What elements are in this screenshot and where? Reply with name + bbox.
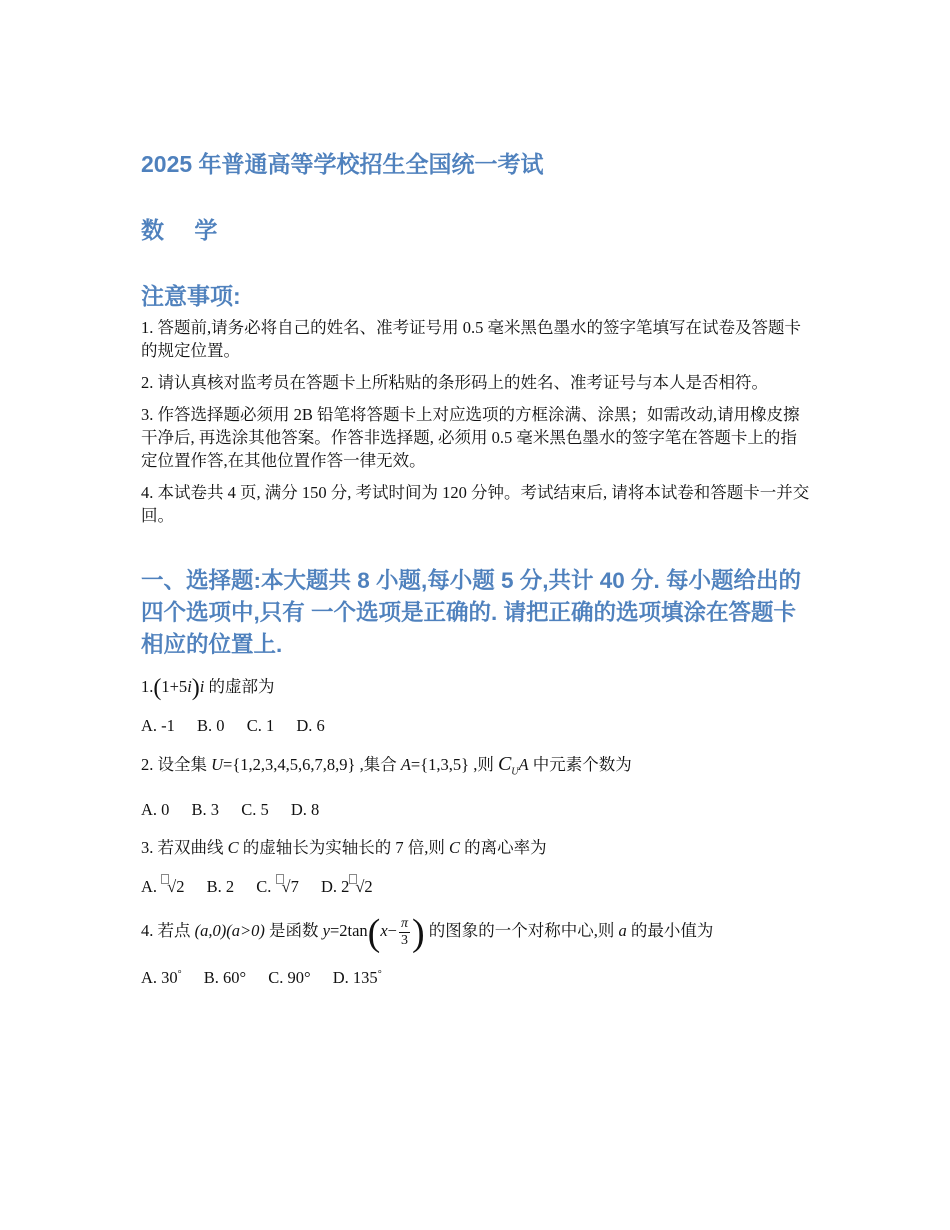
math-root: √7 <box>281 877 299 897</box>
question-text: ,则 <box>469 755 498 774</box>
option-text: D. 135 <box>332 968 378 988</box>
degree-symbol: ° <box>377 969 382 981</box>
option-a <box>141 877 184 896</box>
question-2 <box>141 752 813 784</box>
question-text: 的虚部为 <box>204 677 275 696</box>
math-point: (a,0) <box>194 921 227 941</box>
option-label: A. <box>141 877 162 897</box>
degree-symbol: ° <box>177 969 182 981</box>
math-var: y <box>322 921 330 941</box>
question-text: ,集合 <box>355 755 401 774</box>
math-var: i <box>199 677 205 696</box>
math-paren: ( <box>153 675 162 701</box>
math-paren: ) <box>191 675 200 701</box>
option-a: A. -1 <box>141 716 175 735</box>
math-var: A <box>518 755 529 774</box>
question-1 <box>141 675 813 700</box>
math-var: C <box>449 838 461 858</box>
exam-title: 2025 年普通高等学校招生全国统一考试 <box>141 151 544 177</box>
math-var: i <box>187 677 192 696</box>
notice-item-1: 1. 答题前,请务必将自己的姓名、准考证号用 0.5 毫米黑色墨水的签字笔填写在试卷及答题卡的规定位置。 <box>141 318 801 360</box>
notice-item-4: 4. 本试卷共 4 页, 满分 150 分, 考试时间为 120 分钟。考试结束后, 请将本试卷和答题卡一并交回。 <box>141 483 810 525</box>
question-text: 设全集 <box>153 755 212 774</box>
option-d: D. 8 <box>290 800 320 820</box>
math-expr: 1+5 <box>161 677 188 696</box>
option-b: B. 2 <box>206 877 235 897</box>
math-var: x <box>380 921 388 941</box>
fraction-numerator: π <box>400 916 408 932</box>
math-subscript: U <box>511 766 519 778</box>
question-text: 是函数 <box>264 921 323 941</box>
math-var: C <box>227 838 239 858</box>
option-b: B. 3 <box>191 800 220 820</box>
question-4-options <box>141 963 813 990</box>
option-d <box>321 877 373 896</box>
math-set: ={1,3,5} <box>410 755 470 774</box>
question-text: 若双曲线 <box>153 838 228 858</box>
math-paren: ) <box>411 912 425 955</box>
option-d <box>333 968 382 987</box>
math-operator: − <box>387 921 397 941</box>
question-3 <box>141 836 813 860</box>
question-number: 2. <box>141 755 154 774</box>
option-text: A. 30 <box>141 968 178 988</box>
question-text: 的最小值为 <box>626 921 714 941</box>
math-set: ={1,2,3,4,5,6,7,8,9} <box>223 755 356 774</box>
section-1-heading: 一、选择题:本大题共 8 小题,每小题 5 分,共计 40 分. 每小题给出的四个选项中,只有 一个选项是正确的. 请把正确的选项填涂在答题卡相应的位置上. <box>141 568 802 657</box>
question-2-options <box>141 798 813 822</box>
math-root: √2 <box>355 877 373 897</box>
option-c <box>256 877 299 896</box>
option-b: B. 60° <box>203 968 247 988</box>
question-text: 若点 <box>153 921 195 941</box>
notice-item-2: 2. 请认真核对监考员在答题卡上所粘贴的条形码上的姓名、准考证号与本人是否相符。 <box>141 373 768 392</box>
question-4 <box>141 912 813 955</box>
math-fraction <box>399 916 410 949</box>
fraction-denominator: 3 <box>400 933 408 949</box>
option-c: C. 90° <box>268 968 311 988</box>
math-paren: ( <box>367 912 381 955</box>
question-number: 1. <box>141 677 154 696</box>
math-var: A <box>400 755 411 774</box>
complement-symbol: C <box>497 753 512 775</box>
notice-heading: 注意事项: <box>141 283 241 309</box>
option-b: B. 0 <box>197 716 225 735</box>
option-a <box>141 968 182 987</box>
question-text: 的虚轴长为实轴长的 7 倍,则 <box>238 838 450 858</box>
math-var: U <box>211 755 224 774</box>
question-text: 中元素个数为 <box>528 755 632 774</box>
subject-title: 数 学 <box>141 217 230 243</box>
question-text: 的图象的一个对称中心,则 <box>424 921 619 941</box>
question-3-options <box>141 874 813 899</box>
option-a: A. 0 <box>141 800 170 820</box>
question-text: 的离心率为 <box>460 838 547 858</box>
option-label: C. <box>256 877 276 897</box>
question-1-options <box>141 714 813 738</box>
option-c: C. 1 <box>246 716 275 735</box>
notice-item-3: 3. 作答选择题必须用 2B 铅笔将答题卡上对应选项的方框涂满、涂黑；如需改动,请用橡皮擦干净后, 再选涂其他答案。作答非选择题, 必须用 0.5 毫米黑色墨水的签字笔在答题卡上的指定位置作答,在其他位置作答一律无效。 <box>141 405 800 470</box>
option-label: D. 2 <box>320 877 350 897</box>
math-var: a <box>618 921 627 941</box>
math-root: √2 <box>167 877 185 897</box>
exam-page <box>141 148 813 1004</box>
math-condition: (a>0) <box>226 921 265 941</box>
math-expr: =2tan <box>329 921 368 941</box>
option-d: D. 6 <box>296 716 325 735</box>
question-number: 4. <box>141 921 154 941</box>
question-number: 3. <box>141 838 154 858</box>
option-c: C. 5 <box>241 800 269 820</box>
